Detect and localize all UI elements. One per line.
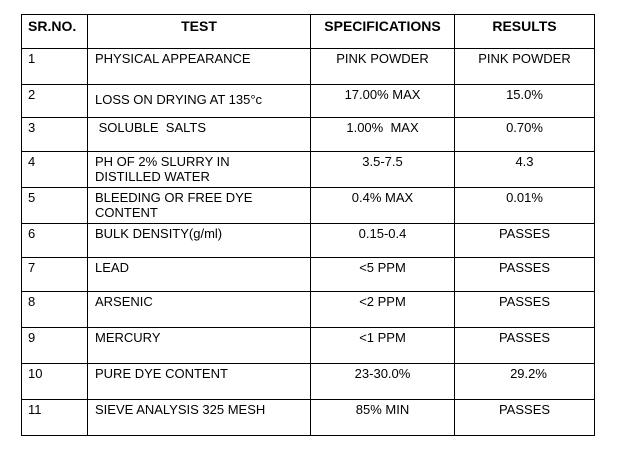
cell-test: MERCURY	[88, 328, 311, 364]
table-row	[22, 400, 595, 436]
cell-result: 4.3	[455, 152, 595, 188]
cell-specification: 0.4% MAX	[311, 188, 455, 224]
header-srno: SR.NO.	[22, 15, 88, 49]
cell-specification: <2 PPM	[311, 292, 455, 328]
header-results: RESULTS	[455, 15, 595, 49]
cell-srno: 8	[22, 292, 88, 328]
cell-result: 15.0%	[455, 85, 595, 118]
cell-test: PURE DYE CONTENT	[88, 364, 311, 400]
cell-specification: 1.00% MAX	[311, 118, 455, 152]
cell-result: PINK POWDER	[455, 49, 595, 85]
cell-specification: 3.5-7.5	[311, 152, 455, 188]
table-row	[22, 152, 595, 188]
cell-specification: 17.00% MAX	[311, 85, 455, 118]
cell-srno: 9	[22, 328, 88, 364]
cell-result: PASSES	[455, 400, 595, 436]
cell-srno: 7	[22, 258, 88, 292]
cell-test: BLEEDING OR FREE DYE CONTENT	[88, 188, 311, 224]
cell-specification: <5 PPM	[311, 258, 455, 292]
table-row	[22, 188, 595, 224]
table-row	[22, 258, 595, 292]
table-row	[22, 328, 595, 364]
cell-test: PHYSICAL APPEARANCE	[88, 49, 311, 85]
cell-test: LOSS ON DRYING AT 135°c	[88, 85, 311, 118]
cell-test: SIEVE ANALYSIS 325 MESH	[88, 400, 311, 436]
header-specifications: SPECIFICATIONS	[311, 15, 455, 49]
cell-srno: 3	[22, 118, 88, 152]
cell-test: BULK DENSITY(g/ml)	[88, 224, 311, 258]
cell-srno: 4	[22, 152, 88, 188]
header-row	[22, 15, 595, 49]
table-row	[22, 224, 595, 258]
cell-result: 0.70%	[455, 118, 595, 152]
cell-srno: 2	[22, 85, 88, 118]
table-row	[22, 292, 595, 328]
cell-srno: 10	[22, 364, 88, 400]
cell-result: 0.01%	[455, 188, 595, 224]
cell-result: PASSES	[455, 258, 595, 292]
specifications-table	[21, 14, 595, 436]
cell-result: PASSES	[455, 292, 595, 328]
cell-test: SOLUBLE SALTS	[88, 118, 311, 152]
cell-specification: PINK POWDER	[311, 49, 455, 85]
header-test: TEST	[88, 15, 311, 49]
cell-result: 29.2%	[455, 364, 595, 400]
cell-srno: 11	[22, 400, 88, 436]
cell-specification: 23-30.0%	[311, 364, 455, 400]
cell-test: LEAD	[88, 258, 311, 292]
cell-srno: 5	[22, 188, 88, 224]
cell-result: PASSES	[455, 328, 595, 364]
table-row	[22, 85, 595, 118]
cell-srno: 6	[22, 224, 88, 258]
cell-test: PH OF 2% SLURRY IN DISTILLED WATER	[88, 152, 311, 188]
cell-test: ARSENIC	[88, 292, 311, 328]
cell-specification: 85% MIN	[311, 400, 455, 436]
table-row	[22, 118, 595, 152]
cell-result: PASSES	[455, 224, 595, 258]
cell-specification: <1 PPM	[311, 328, 455, 364]
cell-srno: 1	[22, 49, 88, 85]
table-row	[22, 364, 595, 400]
table-row	[22, 49, 595, 85]
cell-specification: 0.15-0.4	[311, 224, 455, 258]
